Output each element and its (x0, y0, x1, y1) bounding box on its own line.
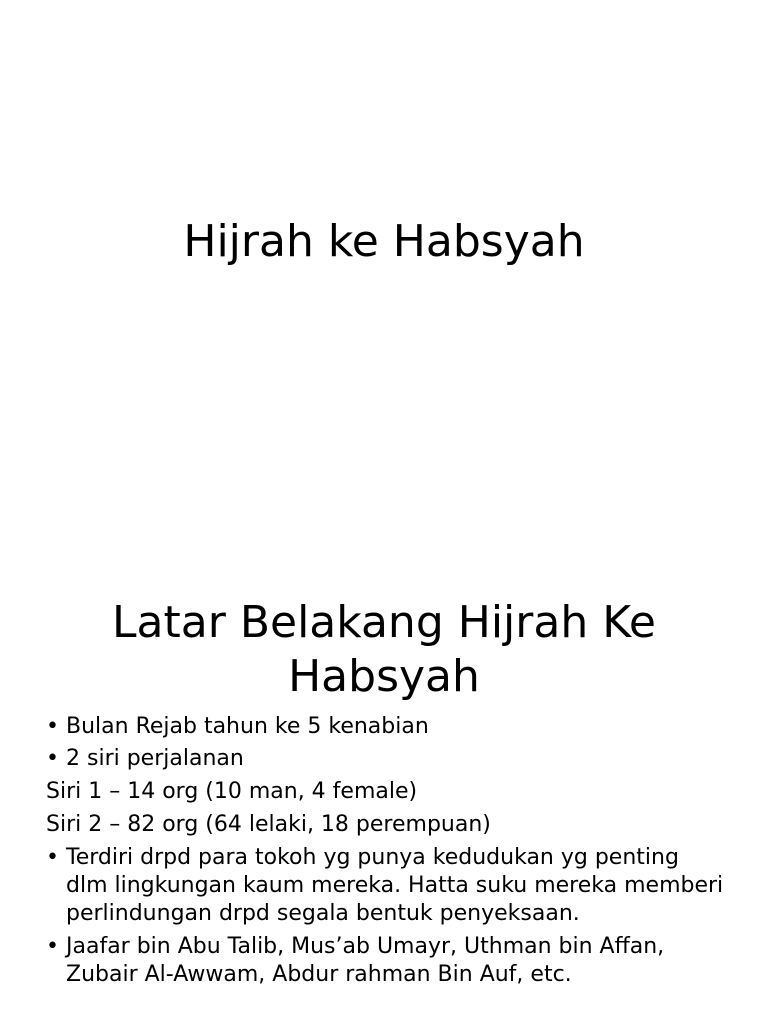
list-item-text: 2 siri perjalanan (66, 746, 244, 771)
list-item (46, 778, 726, 806)
list-item-text: Jaafar bin Abu Talib, Mus’ab Umayr, Uthman bin Affan, Zubair Al-Awwam, Abdur rahman Bin Auf, etc. (66, 934, 665, 987)
bullet-list (46, 713, 726, 989)
slide-heading-line-1: Latar Belakang Hijrah Ke (112, 597, 656, 648)
list-item-text: Bulan Rejab tahun ke 5 kenabian (66, 714, 429, 739)
list-item (46, 811, 726, 839)
slide-heading-line-2: Habsyah (288, 651, 480, 702)
bullet-marker: • (46, 934, 59, 959)
bullet-marker: • (46, 714, 59, 739)
list-item (46, 844, 726, 928)
bullet-marker: • (46, 746, 59, 771)
list-item-text: Terdiri drpd para tokoh yg punya kedudukan yg penting dlm lingkungan kaum mereka. Hatta suku mereka memberi perlindungan drpd segala bentuk penyeksaan. (66, 845, 724, 926)
slide-heading (40, 596, 728, 704)
list-item (46, 745, 726, 773)
content-slide (0, 576, 768, 1024)
list-item (46, 713, 726, 741)
slide-title: Hijrah ke Habsyah (183, 216, 585, 267)
list-item-text: Siri 1 – 14 org (10 man, 4 female) (46, 779, 418, 804)
list-item (46, 933, 726, 989)
bullet-marker: • (46, 845, 59, 870)
list-item-text: Siri 2 – 82 org (64 lelaki, 18 perempuan) (46, 812, 491, 837)
